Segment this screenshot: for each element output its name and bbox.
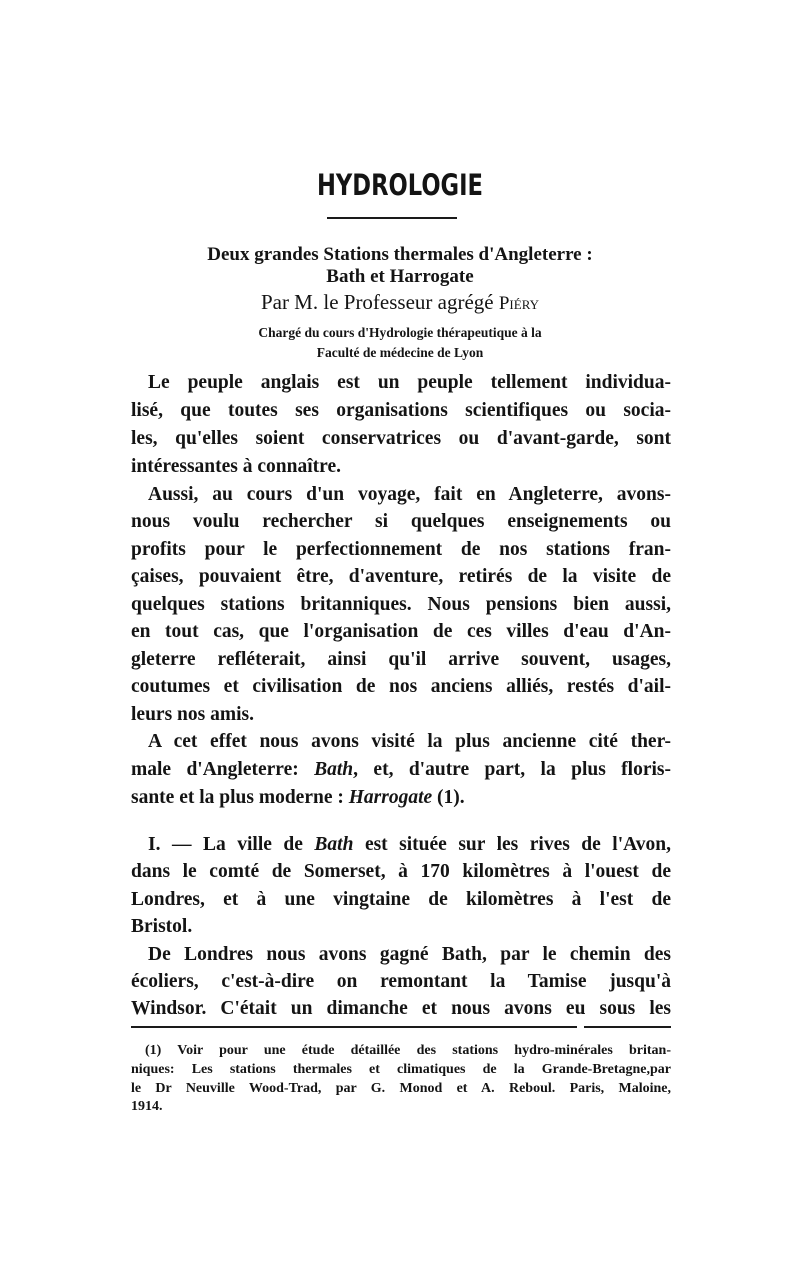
body-line-4: intéressantes à connaître. [131, 456, 341, 477]
article-title-line-1: Deux grandes Stations thermales d'Angleterre : [207, 244, 593, 265]
footnote-rule-short [584, 1026, 671, 1028]
body-line-8: çaises, pouvaient être, d'aventure, retirés de la visite de [131, 566, 671, 587]
footnote-line-2: niques: Les stations thermales et climatiques de la Grande-Bretagne,par [131, 1062, 671, 1077]
body-line-11: gleterre refléterait, ainsi qu'il arrive souvent, usages, [131, 649, 671, 670]
body-line-23: Windsor. C'était un dimanche et nous avons eu sous les [131, 998, 671, 1019]
body-line-10: en tout cas, que l'organisation de ces villes d'eau d'An- [131, 621, 671, 642]
body-line-1: Le peuple anglais est un peuple tellement individua- [148, 372, 671, 393]
body-line-13: leurs nos amis. [131, 704, 254, 725]
author-affiliation-line-1: Chargé du cours d'Hydrologie thérapeutique à la [258, 325, 542, 340]
body-line-14: A cet effet nous avons visité la plus ancienne cité ther- [148, 731, 671, 752]
body-line-2: lisé, que toutes ses organisations scientifiques ou socia- [131, 400, 671, 421]
body-line-20: Bristol. [131, 916, 193, 937]
body-line-7: profits pour le perfectionnement de nos stations fran- [131, 539, 671, 560]
body-line-18: dans le comté de Somerset, à 170 kilomètres à l'ouest de [131, 861, 671, 882]
body-line-6: nous voulu rechercher si quelques enseignements ou [131, 511, 671, 532]
body-line-17: I. — La ville de Bath est située sur les rives de l'Avon, [148, 834, 672, 855]
footnote-line-4: 1914. [131, 1099, 163, 1114]
place-name: Bath [314, 759, 354, 780]
section-heading: HYDROLOGIE [316, 168, 483, 202]
body-line-15: male d'Angleterre: Bath, et, d'autre part, la plus floris- [131, 759, 671, 780]
footnote-rule [131, 1026, 577, 1028]
author-affiliation-line-2: Faculté de médecine de Lyon [316, 345, 484, 360]
body-line-16: sante et la plus moderne : Harrogate (1). [131, 787, 465, 808]
body-line-22: écoliers, c'est-à-dire on remontant la Tamise jusqu'à [131, 971, 671, 992]
footnote-line-1: (1) Voir pour une étude détaillée des stations hydro-minérales britan- [145, 1043, 671, 1058]
author-prefix: Par M. le Professeur agrégé [260, 290, 499, 314]
article-title-line-2: Bath et Harrogate [326, 266, 474, 287]
author-name: Piéry [498, 293, 540, 314]
article-author [0, 290, 800, 315]
footnote-line-3: le Dr Neuville Wood-Trad, par G. Monod et A. Reboul. Paris, Maloine, [131, 1081, 671, 1096]
body-line-3: les, qu'elles soient conservatrices ou d'avant-garde, sont [131, 428, 671, 449]
body-line-19: Londres, et à une vingtaine de kilomètres à l'est de [131, 889, 671, 910]
body-line-12: coutumes et civilisation de nos anciens alliés, restés d'ail- [131, 676, 671, 697]
body-line-5: Aussi, au cours d'un voyage, fait en Angleterre, avons- [148, 484, 671, 505]
place-name: Bath [314, 834, 354, 855]
body-line-9: quelques stations britanniques. Nous pensions bien aussi, [131, 594, 671, 615]
heading-rule [327, 217, 457, 219]
body-line-21: De Londres nous avons gagné Bath, par le chemin des [148, 944, 671, 965]
place-name: Harrogate [348, 787, 433, 808]
